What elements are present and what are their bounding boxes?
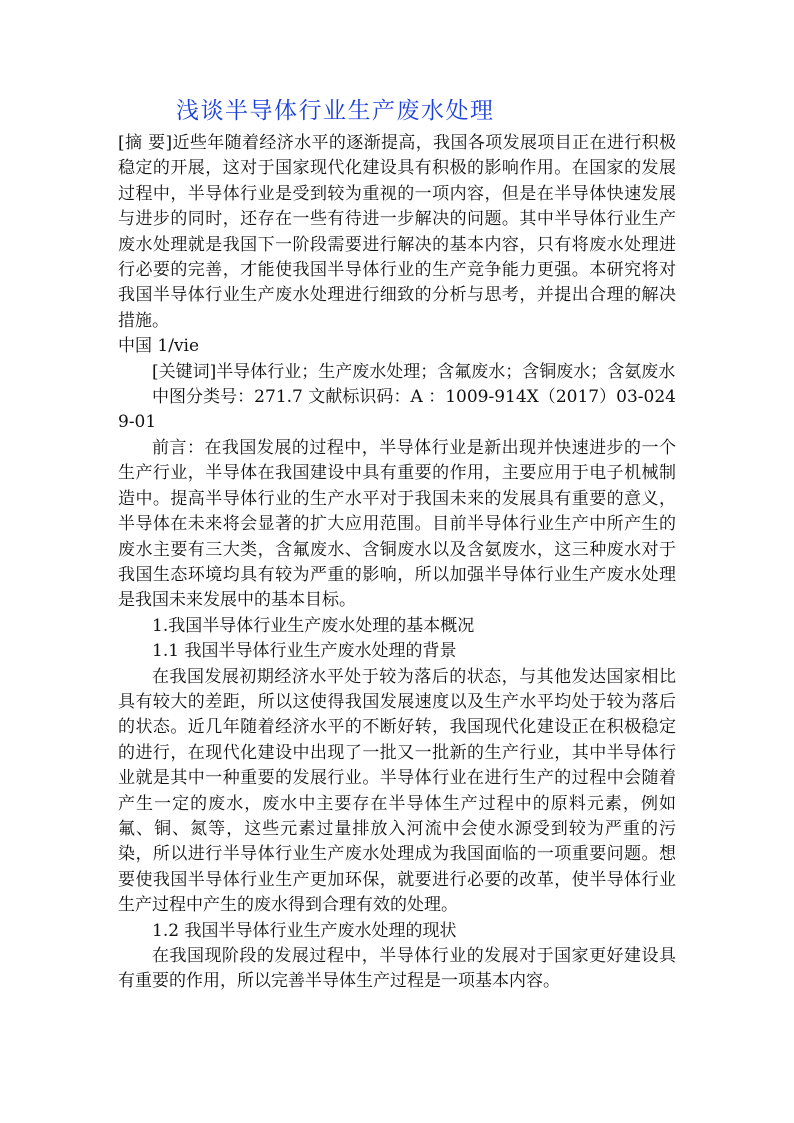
classification-paragraph: 中图分类号：271.7 文献标识码：A ：1009-914X（2017）03-0249-01 [118,387,676,433]
section-1-1-heading: 1.1 我国半导体行业生产废水处理的背景 [152,641,457,662]
document-title: 浅谈半导体行业生产废水处理 [176,98,495,124]
preface-paragraph: 前言：在我国发展的过程中，半导体行业是新出现并快速进步的一个生产行业，半导体在我国建设中具有重要的作用，主要应用于电子机械制造中。提高半导体行业的生产水平对于我国未来的发展具有重要的意义，半导体在未来将会显著的扩大应用范围。目前半导体行业生产中所产生的废水主要有三大类，含氟废水、含铜废水以及含氨废水，这三种废水对于我国生态环境均具有较为严重的影响，所以加强半导体行业生产废水处理是我国未来发展中的基本目标。 [118,437,676,611]
keywords-paragraph: [关键词]半导体行业；生产废水处理；含氟废水；含铜废水；含氨废水 [152,361,676,382]
section-1-2-heading: 1.2 我国半导体行业生产废水处理的现状 [152,920,457,941]
section-1-2-body: 在我国现阶段的发展过程中，半导体行业的发展对于国家更好建设具有重要的作用，所以完善半导体生产过程是一项基本内容。 [118,946,676,992]
misc-line: 中国 1/vie [118,336,200,357]
section-1-1-body: 在我国发展初期经济水平处于较为落后的状态，与其他发达国家相比具有较大的差距，所以这使得我国发展速度以及生产水平均处于较为落后的状态。近几年随着经济水平的不断好转，我国现代化建设正在积极稳定的进行，在现代化建设中出现了一批又一批新的生产行业，其中半导体行业就是其中一种重要的发展行业。半导体行业在进行生产的过程中会随着产生一定的废水，废水中主要存在半导体生产过程中的原料元素，例如氟、铜、氮等，这些元素过量排放入河流中会使水源受到较为严重的污染，所以进行半导体行业生产废水处理成为我国面临的一项重要问题。想要使我国半导体行业生产更加环保，就要进行必要的改革，使半导体行业生产过程中产生的废水得到合理有效的处理。 [118,666,676,916]
document-page [118,94,676,995]
section-1-heading: 1.我国半导体行业生产废水处理的基本概况 [152,615,475,636]
abstract-paragraph: [摘 要]近些年随着经济水平的逐渐提高，我国各项发展项目正在进行积极稳定的开展，这对于国家现代化建设具有积极的影响作用。在国家的发展过程中，半导体行业是受到较为重视的一项内容，但是在半导体快速发展与进步的同时，还存在一些有待进一步解决的问题。其中半导体行业生产废水处理就是我国下一阶段需要进行解决的基本内容，只有将废水处理进行必要的完善，才能使我国半导体行业的生产竞争能力更强。本研究将对我国半导体行业生产废水处理进行细致的分析与思考，并提出合理的解决措施。 [118,133,676,331]
